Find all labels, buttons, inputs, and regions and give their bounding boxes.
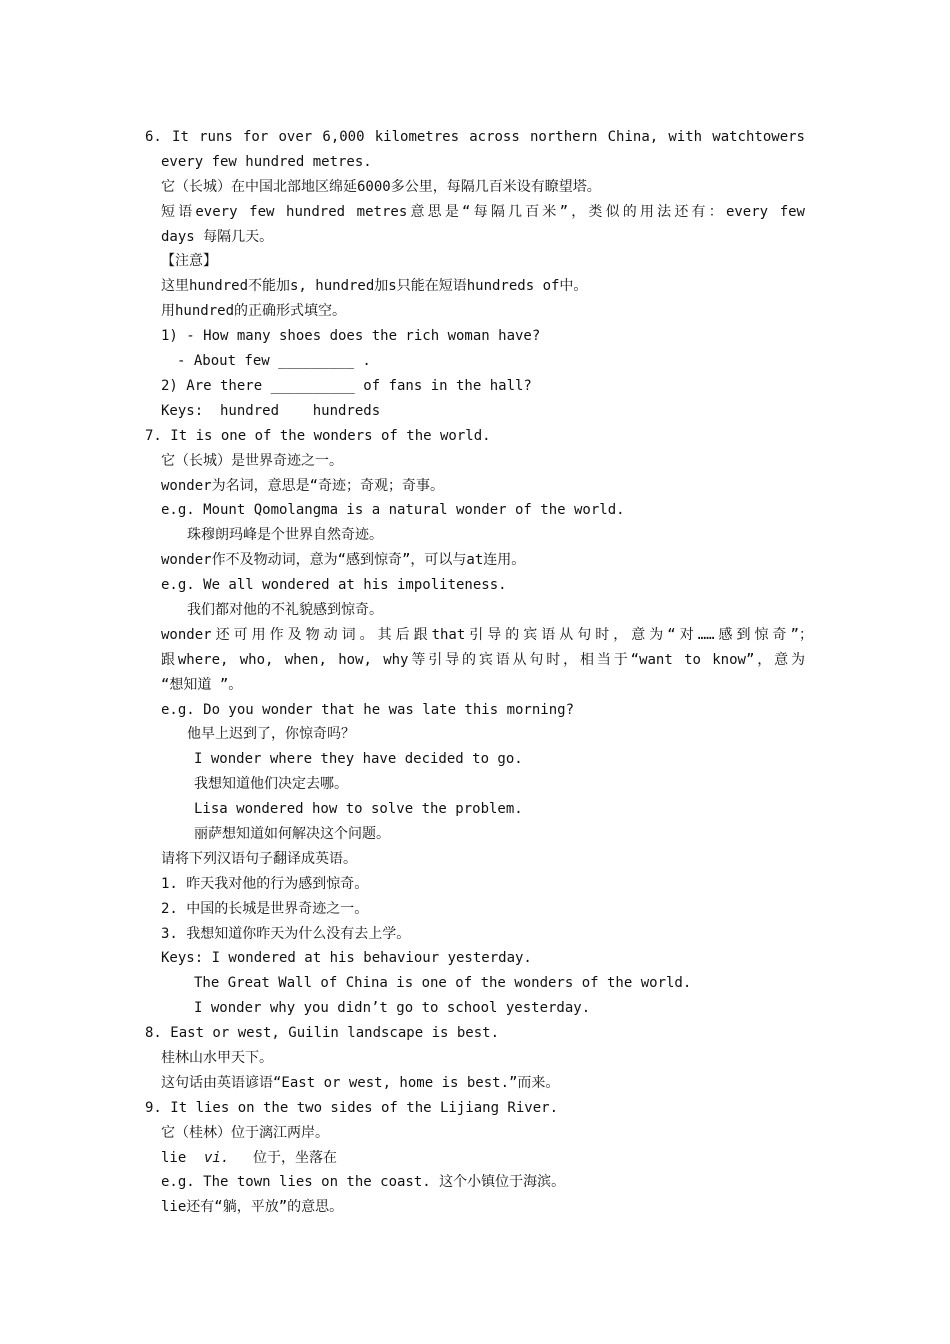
exercise-instruction: 用hundred的正确形式填空。 [161,303,347,319]
item-6-phrase-note: 短语every few hundred metres意思是“每隔几百米”，类似的用法还有：every few [161,204,805,220]
example-translation: 我想知道他们决定去哪。 [194,776,348,792]
lie-extra-meaning: lie还有“躺，平放”的意思。 [161,1199,344,1215]
item-8-heading: 8. East or west, Guilin landscape is best. [145,1025,500,1041]
translation-keys-3: I wonder why you didn’t go to school yesterday. [194,1000,591,1016]
example-sentence: e.g. We all wondered at his impoliteness. [161,577,507,593]
wonder-transitive-note: wonder还可用作及物动词。其后跟that引导的宾语从句时，意为“对……感到惊奇”； [161,627,813,643]
lie-part-of-speech: vi. [204,1150,230,1166]
example-sentence: Lisa wondered how to solve the problem. [194,801,523,817]
lie-word: lie [161,1150,187,1166]
translation-keys-1: Keys: I wondered at his behaviour yesterday. [161,950,532,966]
example-translation: 我们都对他的不礼貌感到惊奇。 [187,602,383,618]
translation-exercise-item-1: 1. 昨天我对他的行为感到惊奇。 [161,876,369,892]
item-8-translation: 桂林山水甲天下。 [161,1050,273,1066]
item-6-translation: 它（长城）在中国北部地区绵延6000多公里，每隔几百米设有瞭望塔。 [161,179,601,195]
item-6-heading: 6. It runs for over 6,000 kilometres across northern China, with watchtowers [145,129,805,145]
example-sentence: e.g. Mount Qomolangma is a natural wonder of the world. [161,502,625,518]
example-sentence: e.g. The town lies on the coast. 这个小镇位于海滨。 [161,1174,566,1190]
item-9-translation: 它（桂林）位于漓江两岸。 [161,1125,329,1141]
exercise-answer-1: - About few _________ . [177,353,371,369]
example-sentence: e.g. Do you wonder that he was late this morning? [161,702,575,718]
example-sentence: I wonder where they have decided to go. [194,751,523,767]
lie-meaning: 位于，坐落在 [253,1150,337,1166]
translation-keys-2: The Great Wall of China is one of the wonders of the world. [194,975,692,991]
translation-exercise-instruction: 请将下列汉语句子翻译成英语。 [161,851,357,867]
item-6-phrase-note-cont: days 每隔几天。 [161,229,274,245]
item-9-heading: 9. It lies on the two sides of the Lijiang River. [145,1100,559,1116]
item-8-note: 这句话由英语谚语“East or west, home is best.”而来。 [161,1075,560,1091]
example-translation: 他早上迟到了，你惊奇吗？ [187,726,355,742]
exercise-question-1: 1) - How many shoes does the rich woman have? [161,328,541,344]
attention-heading: 【注意】 [161,253,217,269]
wonder-transitive-note-cont: 跟where, who, when, how, why等引导的宾语从句时，相当于“want to know”，意为 [161,652,805,668]
attention-note: 这里hundred不能加s, hundred加s只能在短语hundreds of中。 [161,278,588,294]
example-translation: 丽萨想知道如何解决这个问题。 [194,826,390,842]
item-7-translation: 它（长城）是世界奇迹之一。 [161,453,343,469]
item-6-heading-cont: every few hundred metres. [161,154,372,170]
example-translation: 珠穆朗玛峰是个世界自然奇迹。 [187,527,383,543]
wonder-transitive-note-end: “想知道 ”。 [161,677,243,693]
translation-exercise-item-2: 2. 中国的长城是世界奇迹之一。 [161,901,369,917]
item-7-heading: 7. It is one of the wonders of the world. [145,428,491,444]
wonder-intransitive-note: wonder作不及物动词，意为“感到惊奇”，可以与at连用。 [161,552,526,568]
exercise-question-2: 2) Are there __________ of fans in the hall? [161,378,532,394]
wonder-noun-note: wonder为名词，意思是“奇迹；奇观；奇事。 [161,478,444,494]
translation-exercise-item-3: 3. 我想知道你昨天为什么没有去上学。 [161,926,411,942]
exercise-keys: Keys: hundred hundreds [161,403,381,419]
